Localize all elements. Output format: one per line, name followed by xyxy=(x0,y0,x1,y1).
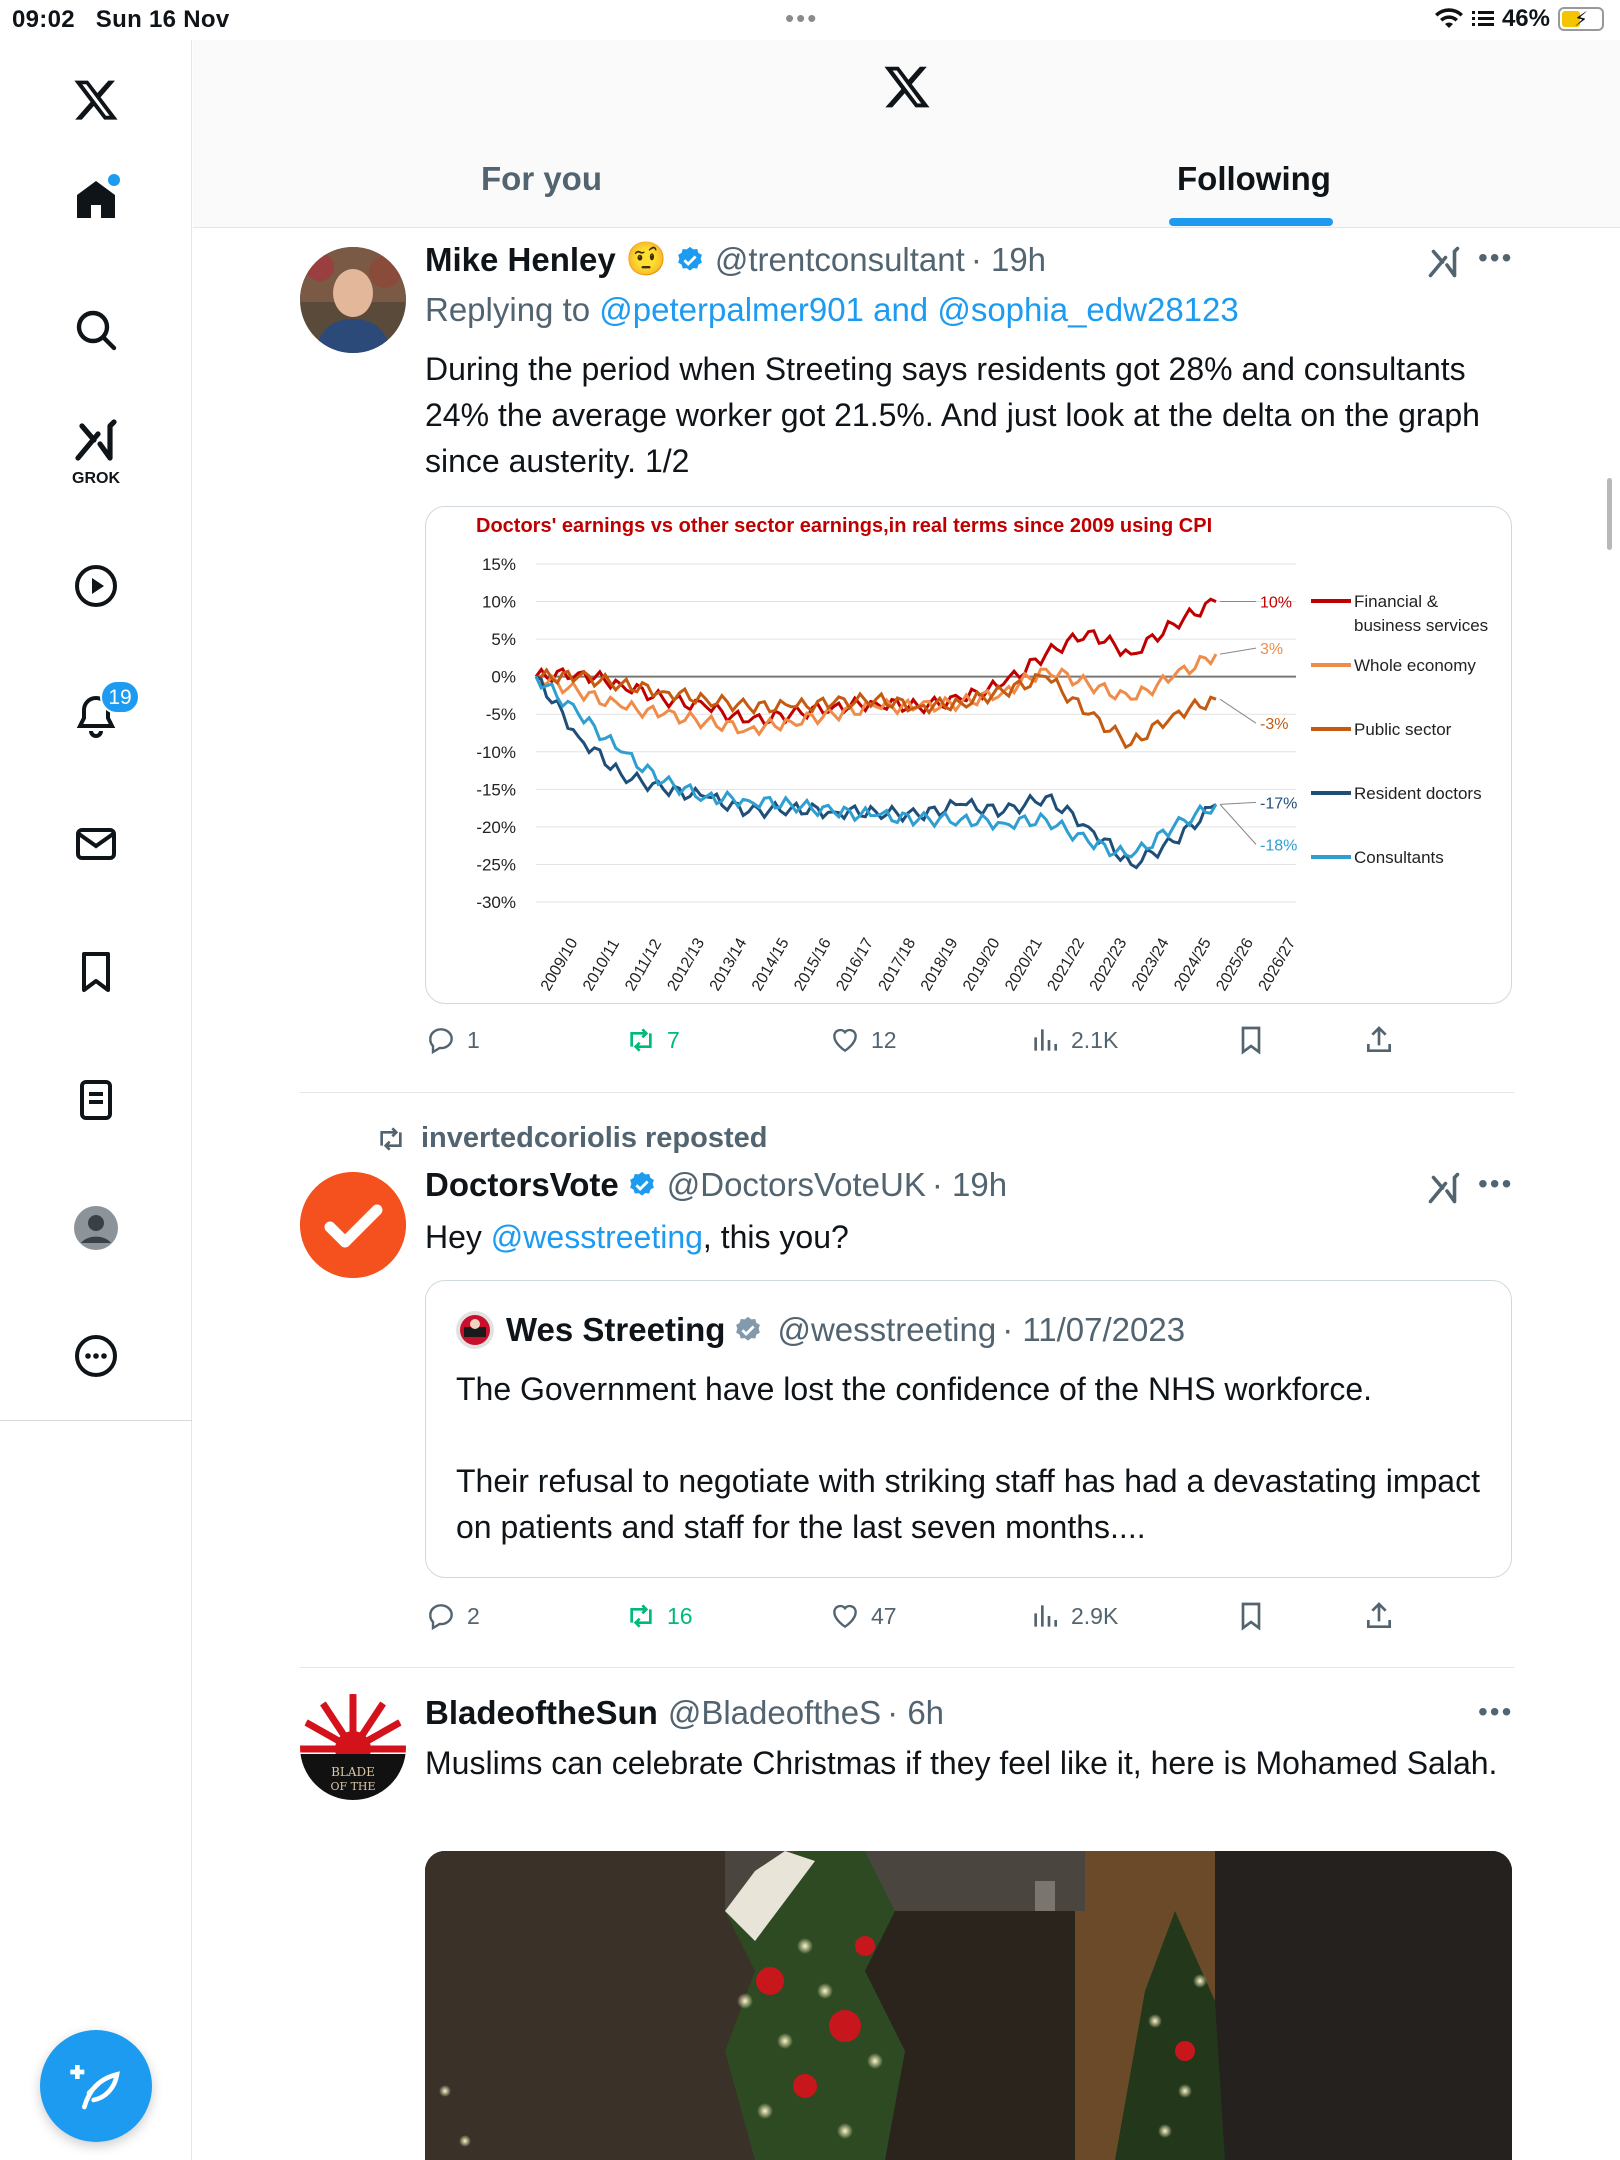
series-end-label: -17% xyxy=(1260,795,1298,813)
quote-header xyxy=(456,1311,1185,1349)
legend-label: Resident doctors xyxy=(1354,784,1482,803)
legend-label: business services xyxy=(1354,616,1489,635)
x-tick-label: 2023/24 xyxy=(1128,935,1173,994)
mention-link[interactable]: @peterpalmer901 xyxy=(599,291,864,328)
share-icon xyxy=(1363,1600,1395,1632)
views-button[interactable]: 2.1K xyxy=(1029,1024,1118,1056)
quote-author-name[interactable]: Wes Streeting xyxy=(506,1311,726,1348)
x-tick-label: 2020/21 xyxy=(1002,935,1046,994)
heart-icon xyxy=(829,1600,861,1632)
y-tick-label: -15% xyxy=(476,780,516,800)
author-name[interactable]: Mike Henley xyxy=(425,240,616,278)
y-tick-label: 5% xyxy=(491,630,516,650)
search-nav[interactable] xyxy=(56,290,136,370)
scrollbar[interactable] xyxy=(1607,478,1612,550)
repost-context: invertedcoriolis reposted xyxy=(375,1122,768,1155)
series-end-label: 10% xyxy=(1260,594,1293,612)
sidebar xyxy=(0,40,192,2160)
search-icon xyxy=(72,306,120,354)
header-x-logo-icon xyxy=(881,62,933,117)
home-notification-dot xyxy=(108,174,120,186)
more-options-icon[interactable]: ••• xyxy=(1478,1168,1514,1199)
tweet-separator xyxy=(300,1667,1514,1668)
repost-button[interactable]: 16 xyxy=(625,1600,693,1632)
x-tick-label: 2015/16 xyxy=(791,935,835,994)
x-tick-label: 2010/11 xyxy=(580,936,624,994)
tweet-photo[interactable] xyxy=(425,1851,1512,2160)
heart-icon xyxy=(829,1024,861,1056)
legend-label: Financial & xyxy=(1354,592,1439,611)
tweet-text: Hey @wesstreeting, this you? xyxy=(425,1219,849,1255)
legend-label: Whole economy xyxy=(1354,656,1476,675)
tweet-separator xyxy=(300,1092,1514,1093)
series-end-label: -18% xyxy=(1260,837,1298,855)
legend-label: Public sector xyxy=(1354,720,1452,739)
gray-verified-badge-icon xyxy=(733,1315,763,1345)
repost-icon xyxy=(625,1600,657,1632)
series-end-label: -3% xyxy=(1260,716,1289,734)
like-button[interactable]: 47 xyxy=(829,1600,897,1632)
chart-title: Doctors' earnings vs other sector earnings,in real terms since 2009 using CPI xyxy=(476,515,1213,537)
list-icon xyxy=(72,1076,120,1124)
legend-label: Consultants xyxy=(1354,848,1444,867)
x-tick-label: 2016/17 xyxy=(833,935,878,994)
like-button[interactable]: 12 xyxy=(829,1024,897,1056)
repost-icon xyxy=(375,1123,407,1155)
quote-text: The Government have lost the confidence of the NHS workforce. Their refusal to negotiate with striking staff has had a devastating impact on patients and staff for the last seven months.... xyxy=(456,1371,1480,1545)
y-tick-label: -25% xyxy=(476,855,516,875)
tweet-text: Muslims can celebrate Christmas if they feel like it, here is Mohamed Salah. xyxy=(425,1745,1498,1781)
reply-button[interactable]: 2 xyxy=(425,1600,480,1632)
bookmark-button[interactable] xyxy=(1235,1024,1267,1056)
emoji: 🤨 xyxy=(625,240,667,277)
y-tick-label: 10% xyxy=(481,592,516,612)
share-icon xyxy=(1363,1024,1395,1056)
reply-icon xyxy=(425,1600,457,1632)
x-tick-label: 2013/14 xyxy=(706,935,751,994)
repost-button[interactable]: 7 xyxy=(625,1024,680,1056)
y-tick-label: -5% xyxy=(485,705,516,725)
y-tick-label: -30% xyxy=(476,893,516,912)
wifi-icon xyxy=(1434,8,1464,30)
grok-icon xyxy=(72,416,120,464)
grok-explain-icon[interactable] xyxy=(1426,244,1462,285)
series-line xyxy=(536,654,1216,734)
profile-nav[interactable] xyxy=(56,1188,136,1268)
sidebar-divider xyxy=(0,1420,192,1421)
label-leader xyxy=(1220,648,1256,654)
avatar-text: BLADE xyxy=(331,1765,375,1779)
tab-for-you[interactable]: For you xyxy=(481,160,602,197)
reply-icon xyxy=(425,1024,457,1056)
x-tick-label: 2021/22 xyxy=(1044,935,1089,994)
messages-nav[interactable] xyxy=(56,804,136,884)
battery-percent: 46% xyxy=(1501,5,1550,32)
status-right xyxy=(1434,5,1604,33)
mention-link[interactable]: @wesstreeting xyxy=(490,1219,703,1255)
repost-icon xyxy=(625,1024,657,1056)
replying-to: Replying to @peterpalmer901 and @sophia_edw28123 xyxy=(425,291,1239,328)
x-tick-label: 2014/15 xyxy=(748,935,793,994)
tweet-actions xyxy=(425,1024,1425,1064)
y-tick-label: -20% xyxy=(476,817,516,837)
tweet-actions xyxy=(425,1600,1425,1640)
feather-plus-icon xyxy=(68,2058,124,2114)
verified-badge-icon xyxy=(675,245,705,275)
x-tick-label: 2012/13 xyxy=(664,935,709,994)
video-nav[interactable] xyxy=(56,546,136,626)
reply-button[interactable]: 1 xyxy=(425,1024,480,1056)
author-name[interactable]: BladeoftheSun xyxy=(425,1694,658,1731)
author-handle[interactable]: @DoctorsVoteUK xyxy=(666,1166,926,1203)
quote-time: · 11/07/2023 xyxy=(1002,1311,1186,1348)
grok-nav[interactable] xyxy=(56,410,136,490)
bookmark-button[interactable] xyxy=(1235,1600,1267,1632)
svg-text:OF THE: OF THE xyxy=(330,1780,376,1793)
quote-author-handle[interactable]: @wesstreeting xyxy=(777,1311,997,1348)
quoted-tweet[interactable] xyxy=(425,1280,1512,1578)
notifications-badge: 19 xyxy=(100,680,140,714)
battery-icon: ⚡ xyxy=(1558,7,1604,31)
x-tick-label: 2018/19 xyxy=(917,935,962,994)
y-tick-label: 15% xyxy=(481,555,516,574)
views-button[interactable]: 2.9K xyxy=(1029,1600,1118,1632)
views-icon xyxy=(1029,1024,1061,1056)
compose-post-button[interactable] xyxy=(40,2030,152,2142)
timeline-header xyxy=(193,40,1620,228)
author-name[interactable]: DoctorsVote xyxy=(425,1166,619,1203)
verified-badge-icon xyxy=(627,1170,657,1200)
avatar[interactable] xyxy=(300,1694,406,1800)
status-bar xyxy=(0,0,1620,40)
series-line xyxy=(536,670,1216,747)
multitasking-dots[interactable]: ••• xyxy=(785,3,819,33)
status-time: 09:02 Sun 16 Nov xyxy=(12,6,230,33)
play-icon xyxy=(72,562,120,610)
grok-label: GROK xyxy=(72,470,120,487)
tab-following[interactable]: Following xyxy=(1177,160,1331,197)
avatar[interactable] xyxy=(300,1172,406,1278)
views-icon xyxy=(1029,1600,1061,1632)
x-tick-label: 2019/20 xyxy=(960,935,1004,994)
label-leader xyxy=(1220,804,1256,844)
x-tick-label: 2022/23 xyxy=(1086,935,1131,994)
x-tick-label: 2017/18 xyxy=(875,935,920,994)
bookmarks-nav[interactable] xyxy=(56,932,136,1012)
home-nav[interactable] xyxy=(56,160,136,240)
tweet-time[interactable]: · 19h xyxy=(970,240,1047,278)
series-end-label: 3% xyxy=(1260,641,1284,659)
bookmark-icon xyxy=(1235,1024,1267,1056)
list-status-icon xyxy=(1472,9,1494,29)
more-options-icon[interactable]: ••• xyxy=(1478,1696,1514,1727)
x-tick-label: 2026/27 xyxy=(1255,935,1300,994)
x-tick-label: 2025/26 xyxy=(1213,935,1258,994)
more-options-icon[interactable]: ••• xyxy=(1478,242,1514,273)
christmas-tree-photo xyxy=(425,1851,1512,2160)
more-nav[interactable] xyxy=(56,1316,136,1396)
lists-nav[interactable] xyxy=(56,1060,136,1140)
share-button[interactable] xyxy=(1363,1024,1395,1056)
tweet-time[interactable]: · 6h xyxy=(887,1694,945,1731)
chart-image[interactable] xyxy=(425,506,1512,1004)
tweet-text: During the period when Streeting says residents got 28% and consultants 24% the average worker got 21.5%. And just look at the delta on the graph since austerity. 1/2 xyxy=(425,351,1480,479)
more-circle-icon xyxy=(72,1332,120,1380)
x-tick-label: 2009/10 xyxy=(537,935,582,994)
notifications-nav[interactable] xyxy=(56,676,136,756)
author-handle[interactable]: @trentconsultant xyxy=(714,240,965,278)
label-leader xyxy=(1220,699,1256,723)
bookmark-icon xyxy=(1235,1600,1267,1632)
mail-icon xyxy=(72,820,120,868)
author-handle[interactable]: @BladeoftheS xyxy=(667,1694,882,1731)
active-tab-indicator xyxy=(1169,218,1333,226)
x-logo-icon[interactable] xyxy=(56,60,136,140)
tweet-time[interactable]: · 19h xyxy=(931,1166,1008,1203)
line-chart xyxy=(426,507,1512,1004)
avatar[interactable] xyxy=(300,247,406,353)
grok-explain-icon[interactable] xyxy=(1426,1170,1462,1211)
y-tick-label: -10% xyxy=(476,742,516,762)
tweet-header xyxy=(425,1694,944,1732)
y-tick-label: 0% xyxy=(491,667,516,687)
x-tick-label: 2024/25 xyxy=(1171,935,1215,994)
tweet-header xyxy=(425,240,1046,279)
tweet-header xyxy=(425,1166,1007,1204)
profile-avatar-icon xyxy=(72,1204,120,1252)
quote-avatar xyxy=(456,1311,494,1349)
bookmark-icon xyxy=(72,948,120,996)
x-tick-label: 2011/12 xyxy=(622,936,666,994)
share-button[interactable] xyxy=(1363,1600,1395,1632)
mention-link[interactable]: @sophia_edw28123 xyxy=(937,291,1239,328)
label-leader xyxy=(1220,802,1256,804)
